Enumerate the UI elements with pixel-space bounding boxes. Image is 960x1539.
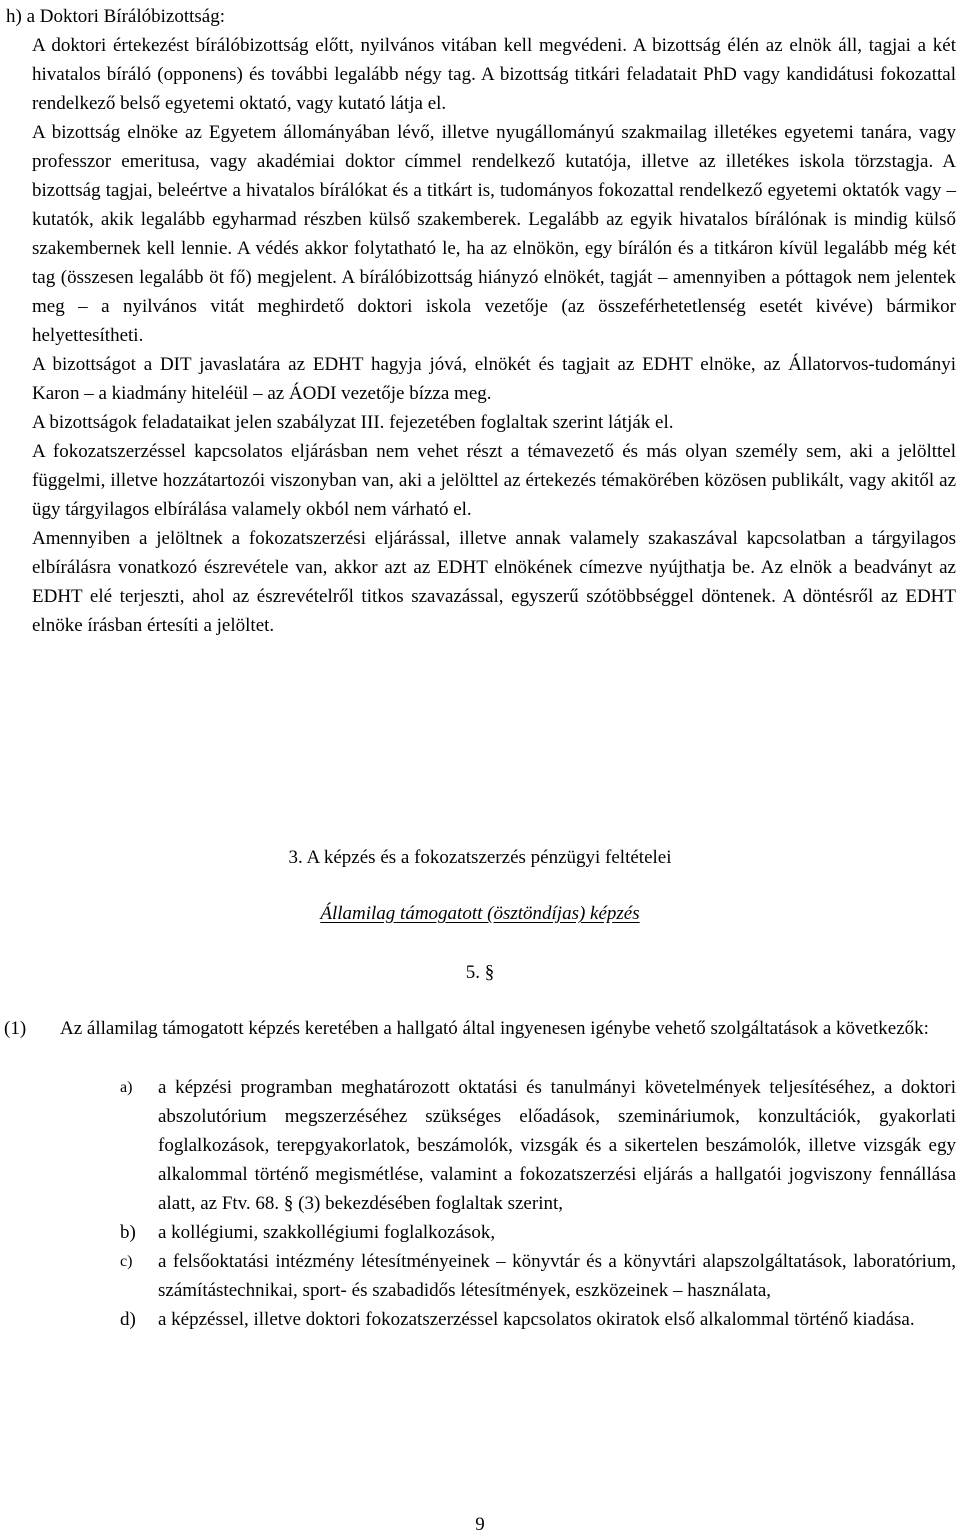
- list-item-label: d): [120, 1309, 136, 1330]
- paragraph-3: A bizottságot a DIT javaslatára az EDHT hagyja jóvá, elnökét és tagjait az EDHT elnöke, az Állatorvos-tudományi Karon – a kiadmány hiteléül – az ÁODI vezetője bízza meg.: [32, 354, 956, 404]
- paragraph-5: A fokozatszerzéssel kapcsolatos eljárásban nem vehet részt a témavezető és más olyan személy sem, aki a jelölttel függelmi, illetve hozzátartozói viszonyban van, aki a jelölttel az értekezés témakörében közösen publikált, vagy akitől az ügy tárgyilagos elbírálása valamely okból nem várható el.: [32, 441, 956, 520]
- list-item: [0, 1247, 960, 1305]
- list-item-text: a képzési programban meghatározott oktatási és tanulmányi követelmények teljesítéséhez, a doktori abszolutórium megszerzéséhez szükséges előadások, szemináriumok, konzultációk, gyakorlati foglalkozások, terepgyakorlatok, beszámolók, vizsgák és a sikertelen beszámolók, illetve vizsgák egy alkalommal történő megismétlése, valamint a fokozatszerzési eljárás a hallgatói jogviszony fennállása alatt, az Ftv. 68. § (3) bekezdésében foglaltak szerint,: [158, 1077, 956, 1214]
- list-item-text: a képzéssel, illetve doktori fokozatszerzéssel kapcsolatos okiratok első alkalommal történő kiadása.: [158, 1309, 915, 1330]
- paragraph-6: Amennyiben a jelöltnek a fokozatszerzési eljárással, illetve annak valamely szakaszával kapcsolatban a tárgyilagos elbírálásra vonatkozó észrevétele van, akkor azt az EDHT elnökének címezve nyújthatja be. Az elnök a beadványt az EDHT elé terjeszti, ahol az észrevételről titkos szavazással, egyszerű szótöbbséggel döntenek. A döntésről az EDHT elnöke írásban értesíti a jelöltet.: [32, 528, 956, 636]
- section-heading-h: h) a Doktori Bírálóbizottság:: [6, 6, 225, 27]
- list-item-text: a kollégiumi, szakkollégiumi foglalkozások,: [158, 1222, 496, 1243]
- paragraph-4: A bizottságok feladataikat jelen szabályzat III. fejezetében foglaltak szerint látják el.: [32, 412, 674, 433]
- paragraph-sign: 5. §: [465, 962, 495, 983]
- body-text-block: [32, 31, 956, 640]
- services-list: [0, 1073, 960, 1334]
- subsection-title: Államilag támogatott (ösztöndíjas) képzés: [320, 903, 640, 924]
- list-item: [0, 1218, 960, 1247]
- page-number: 9: [475, 1514, 485, 1535]
- list-item: [0, 1073, 960, 1218]
- list-item-label: c): [120, 1253, 133, 1270]
- list-item-label: a): [120, 1079, 133, 1096]
- numbered-paragraph-label: (1): [4, 1018, 27, 1039]
- list-item-label: b): [120, 1222, 136, 1243]
- section-title: 3. A képzés és a fokozatszerzés pénzügyi feltételei: [288, 847, 672, 868]
- paragraph-2: A bizottság elnöke az Egyetem állományában lévő, illetve nyugállományú szakmailag illetékes egyetemi tanára, vagy professzor emeritusa, vagy akadémiai doktor címmel rendelkező kutatója, illetve az illetékes iskola törzstagja. A bizottság tagjai, beleértve a hivatalos bírálókat és a titkárt is, tudományos fokozattal rendelkező egyetemi oktatók vagy –kutatók, akik legalább egyharmad részben külső szakemberek. Legalább az egyik hivatalos bírálónak is mindig külső szakembernek kell lennie. A védés akkor folytatható le, ha az elnökön, egy bírálón és a titkáron kívül legalább még két tag (összesen legalább öt fő) megjelent. A bírálóbizottság hiányzó elnökét, tagját – amennyiben a póttagok nem jelentek meg – a nyilvános vitát meghirdető doktori iskola vezetője (az összeférhetetlenség esetét kivéve) bármikor helyettesítheti.: [32, 122, 956, 346]
- list-item-text: a felsőoktatási intézmény létesítményeinek – könyvtár és a könyvtári alapszolgáltatások, laboratórium, számítástechnikai, sport- és szabadidős létesítmények, eszközeinek – használata,: [158, 1251, 956, 1301]
- numbered-paragraph-text: Az államilag támogatott képzés keretében a hallgató által ingyenesen igénybe vehető szolgáltatások a következők:: [60, 1018, 929, 1039]
- paragraph-1: A doktori értekezést bírálóbizottság előtt, nyilvános vitában kell megvédeni. A bizottság élén az elnök áll, tagjai a két hivatalos bíráló (opponens) és további legalább négy tag. A bizottság titkári feladatait PhD vagy kandidátusi fokozattal rendelkező belső egyetemi oktató, vagy kutató látja el.: [32, 35, 956, 114]
- list-item: [0, 1305, 960, 1334]
